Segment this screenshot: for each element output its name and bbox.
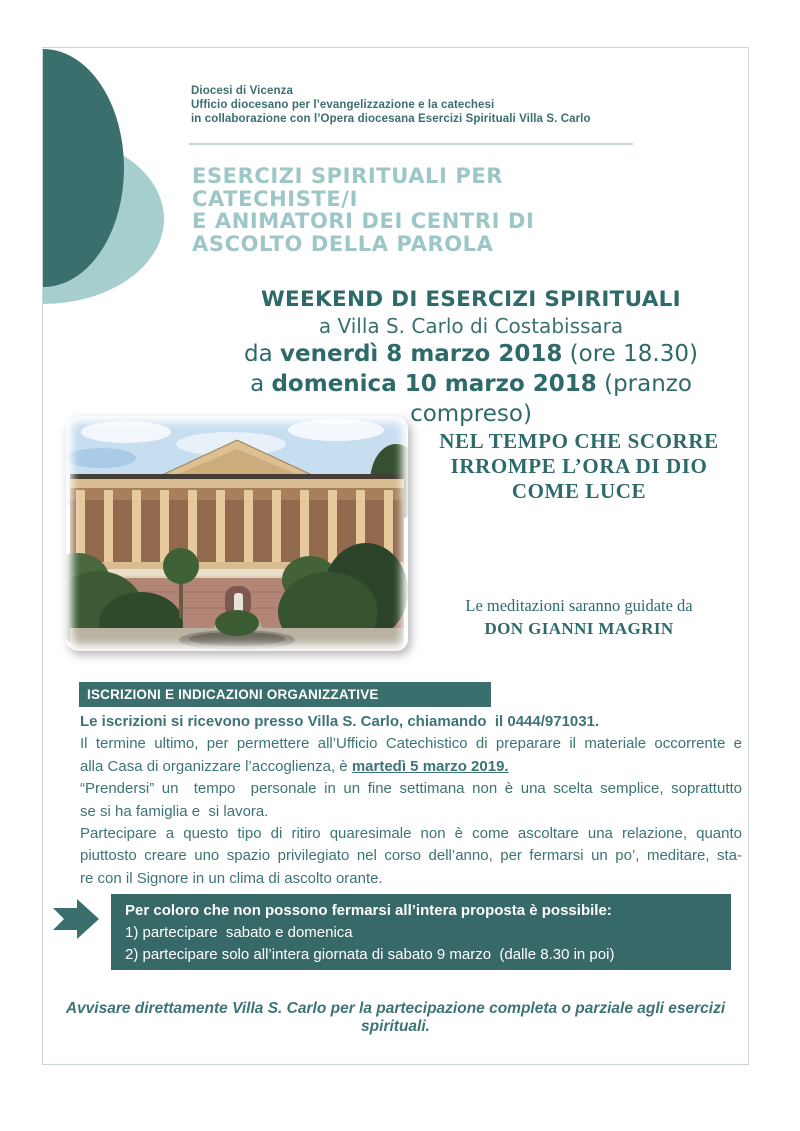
options-intro: Per coloro che non possono fermarsi all’intera proposta è possibile: [125,902,612,919]
option-2: 2) partecipare solo all’intera giornata di sabato 9 marzo (dalle 8.30 in poi) [125,946,615,963]
registration-line-1: Le iscrizioni si ricevono presso Villa S. Carlo, chiamando il 0444/971031. [80,713,600,730]
right-arrow-icon [52,899,100,939]
deadline-prefix: alla Casa di organizzare l’accoglienza, è [80,757,352,775]
theme-line-2: IRROMPE L’ORA DI DIO [450,454,708,478]
registration-line-6: Partecipare a questo tipo di ritiro quaresimale non è come ascoltare una relazione, quanto [80,825,742,843]
title-line-1: ESERCIZI SPIRITUALI PER [192,164,504,188]
end-date-prefix: a [250,371,272,397]
event-start-date [191,339,749,369]
event-location: a Villa S. Carlo di Costabissara [318,314,624,338]
villa-photo [66,416,408,651]
registration-section-header: ISCRIZIONI E INDICAZIONI ORGANIZZATIVE [79,682,491,707]
option-1: 1) partecipare sabato e domenica [125,924,353,941]
page-title [192,165,534,255]
header-divider [189,143,633,145]
registration-line-2: Il termine ultimo, per permettere all’Ufficio Catechistico di preparare il materiale occorrente e [80,735,742,753]
deadline-date: martedì 5 marzo 2019. [351,757,509,775]
title-line-4: ASCOLTO DELLA PAROLA [192,231,494,256]
partial-participation-box [111,894,731,970]
retreat-theme [411,429,747,504]
event-heading: WEEKEND DI ESERCIZI SPIRITUALI [261,287,681,312]
registration-line-3 [80,756,742,778]
title-line-3: E ANIMATORI DEI CENTRI DI [192,209,535,233]
footer-note: Avvisare direttamente Villa S. Carlo per la partecipazione completa o parziale agli esercizi spirituali. [65,1000,726,1035]
registration-text [80,711,742,890]
start-date-prefix: da [244,341,281,367]
end-date-note: (pranzo compreso) [410,371,692,427]
guide-intro: Le meditazioni saranno guidate da [465,596,693,615]
registration-line-5: se si ha famiglia e si lavora. [80,802,269,820]
title-line-2: CATECHISTE/I [192,186,358,211]
organization-header [191,84,591,126]
org-line-1: Diocesi di Vicenza [191,85,293,97]
start-date: venerdì 8 marzo 2018 [280,341,563,367]
registration-line-7: piuttosto creare uno spazio privilegiato nel corso dell’anno, per fermarsi un po’, meditare, sta- [80,847,742,865]
event-details [191,286,749,429]
start-date-time: (ore 18.30) [562,341,698,367]
theme-line-1: NEL TEMPO CHE SCORRE [439,429,719,453]
guide-name: DON GIANNI MAGRIN [484,619,674,638]
theme-line-3: COME LUCE [511,479,647,503]
org-line-3: in collaborazione con l’Opera diocesana Esercizi Spirituali Villa S. Carlo [191,113,591,125]
meditation-guide [411,594,747,640]
page-border-frame [42,47,749,1065]
end-date: domenica 10 marzo 2018 [271,371,597,397]
registration-line-8: re con il Signore in un clima di ascolto orante. [80,869,383,887]
registration-line-4: “Prendersi” un tempo personale in un fine settimana non è una scelta semplice, soprattutto [80,780,742,798]
villa-photo-illustration [66,416,408,651]
org-line-2: Ufficio diocesano per l’evangelizzazione e la catechesi [191,99,495,111]
